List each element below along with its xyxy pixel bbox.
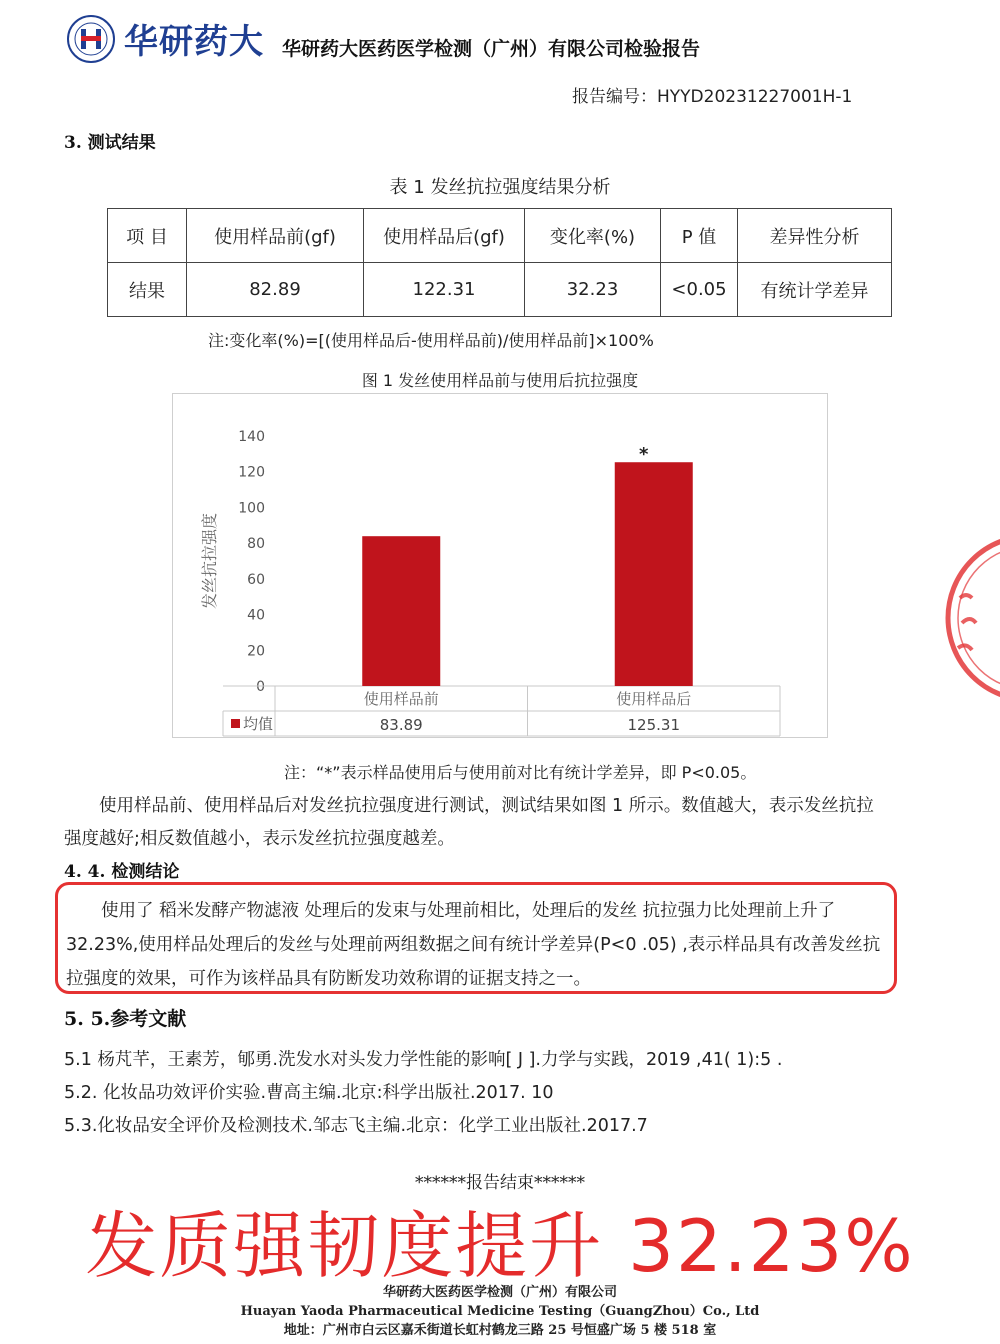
result-table: [107, 208, 892, 317]
report-number: 报告编号：HYYD20231227001H-1: [572, 87, 853, 107]
footer-company-en: Huayan Yaoda Pharmaceutical Medicine Testing（GuangZhou）Co., Ltd: [240, 1304, 760, 1319]
y-axis-label: 发丝抗拉强度: [200, 512, 219, 610]
footer-company-cn: 华研药大医药医学检测（广州）有限公司: [382, 1285, 617, 1300]
table-cell: 32.23: [525, 263, 661, 317]
y-tick-label: 0: [256, 679, 265, 695]
y-tick-label: 140: [238, 429, 265, 445]
x-category-label: 使用样品前: [363, 690, 439, 708]
chart-title: 图 1 发丝使用样品前与使用后抗拉强度: [361, 371, 639, 390]
bar: [362, 536, 440, 686]
table-note: 注:变化率(%)=[(使用样品后-使用样品前)/使用样品前]×100%: [208, 331, 654, 350]
legend-label: 均值: [243, 715, 274, 733]
section-conclusion: 4. 4. 检测结论: [64, 862, 180, 882]
bar-chart: [173, 394, 829, 739]
y-tick-label: 40: [247, 607, 265, 624]
header-cell: 项 目: [108, 209, 187, 263]
table-caption: 表 1 发丝抗拉强度结果分析: [389, 177, 611, 198]
table-cell: 82.89: [187, 263, 364, 317]
promo-headline: 发质强韧度提升 32.23%: [85, 1204, 915, 1288]
reference-item: 5.3.化妆品安全评价及检测技术.邹志飞主编.北京：化学工业出版社.2017.7: [64, 1116, 648, 1136]
data-table-value: 83.89: [379, 716, 423, 734]
reference-item: 5.2. 化妆品功效评价实验.曹高主编.北京:科学出版社.2017. 10: [64, 1083, 554, 1103]
header-cell: 使用样品前(gf): [187, 209, 364, 263]
chart-frame: [172, 393, 828, 738]
chart-note: 注：“*”表示样品使用后与使用前对比有统计学差异，即 P<0.05。: [284, 763, 757, 782]
y-tick-label: 80: [247, 536, 265, 553]
y-tick-label: 100: [238, 500, 265, 517]
header-cell: 差异性分析: [738, 209, 892, 263]
section-references: 5. 5.参考文献: [64, 1008, 187, 1030]
reference-item: 5.1 杨芃芊，王素芳，郇勇.洗发水对头发力学性能的影响[ J ].力学与实践，2019 ,41( 1):5 .: [64, 1050, 783, 1070]
bar: [615, 462, 693, 686]
company-logo-icon: [66, 14, 116, 64]
footer-address: 地址：广州市白云区嘉禾街道长虹村鹤龙三路 25 号恒盛广场 5 楼 518 室: [283, 1323, 717, 1338]
header-cell: P 值: [661, 209, 738, 263]
conclusion-text: 使用了 稻米发酵产物滤液 处理后的发束与处理前相比，处理后的发丝 抗拉强力比处理前上升了 32.23%,使用样品处理后的发丝与处理前两组数据之间有统计学差异(P<0 .05) ,表示样品具有改善发丝抗拉强度的效果，可作为该样品具有防断发功效称谓的证据支持之一。: [66, 901, 881, 989]
report-title: 华研药大医药医学检测（广州）有限公司检验报告: [282, 38, 701, 60]
legend-swatch: [231, 719, 240, 728]
table-row: [108, 263, 892, 317]
logo-wordmark: 华研药大: [124, 22, 264, 62]
header-cell: 变化率(%): [525, 209, 661, 263]
table-cell: 结果: [108, 263, 187, 317]
data-table-value: 125.31: [627, 716, 680, 734]
table-cell: <0.05: [661, 263, 738, 317]
y-tick-label: 60: [247, 571, 265, 588]
header-cell: 使用样品后(gf): [364, 209, 525, 263]
table-cell: 有统计学差异: [738, 263, 892, 317]
report-end-mark: ******报告结束******: [415, 1173, 585, 1193]
table-cell: 122.31: [364, 263, 525, 317]
x-category-label: 使用样品后: [616, 690, 692, 708]
section-test-results: 3. 测试结果: [64, 133, 156, 153]
result-paragraph: 使用样品前、使用样品后对发丝抗拉强度进行测试，测试结果如图 1 所示。数值越大，表示发丝抗拉强度越好;相反数值越小，表示发丝抗拉强度越差。: [64, 796, 874, 849]
y-tick-label: 20: [247, 643, 265, 660]
significance-marker: *: [639, 444, 649, 466]
table-header-row: [108, 209, 892, 263]
company-seal-icon: [938, 528, 1000, 708]
y-tick-label: 120: [238, 464, 265, 481]
